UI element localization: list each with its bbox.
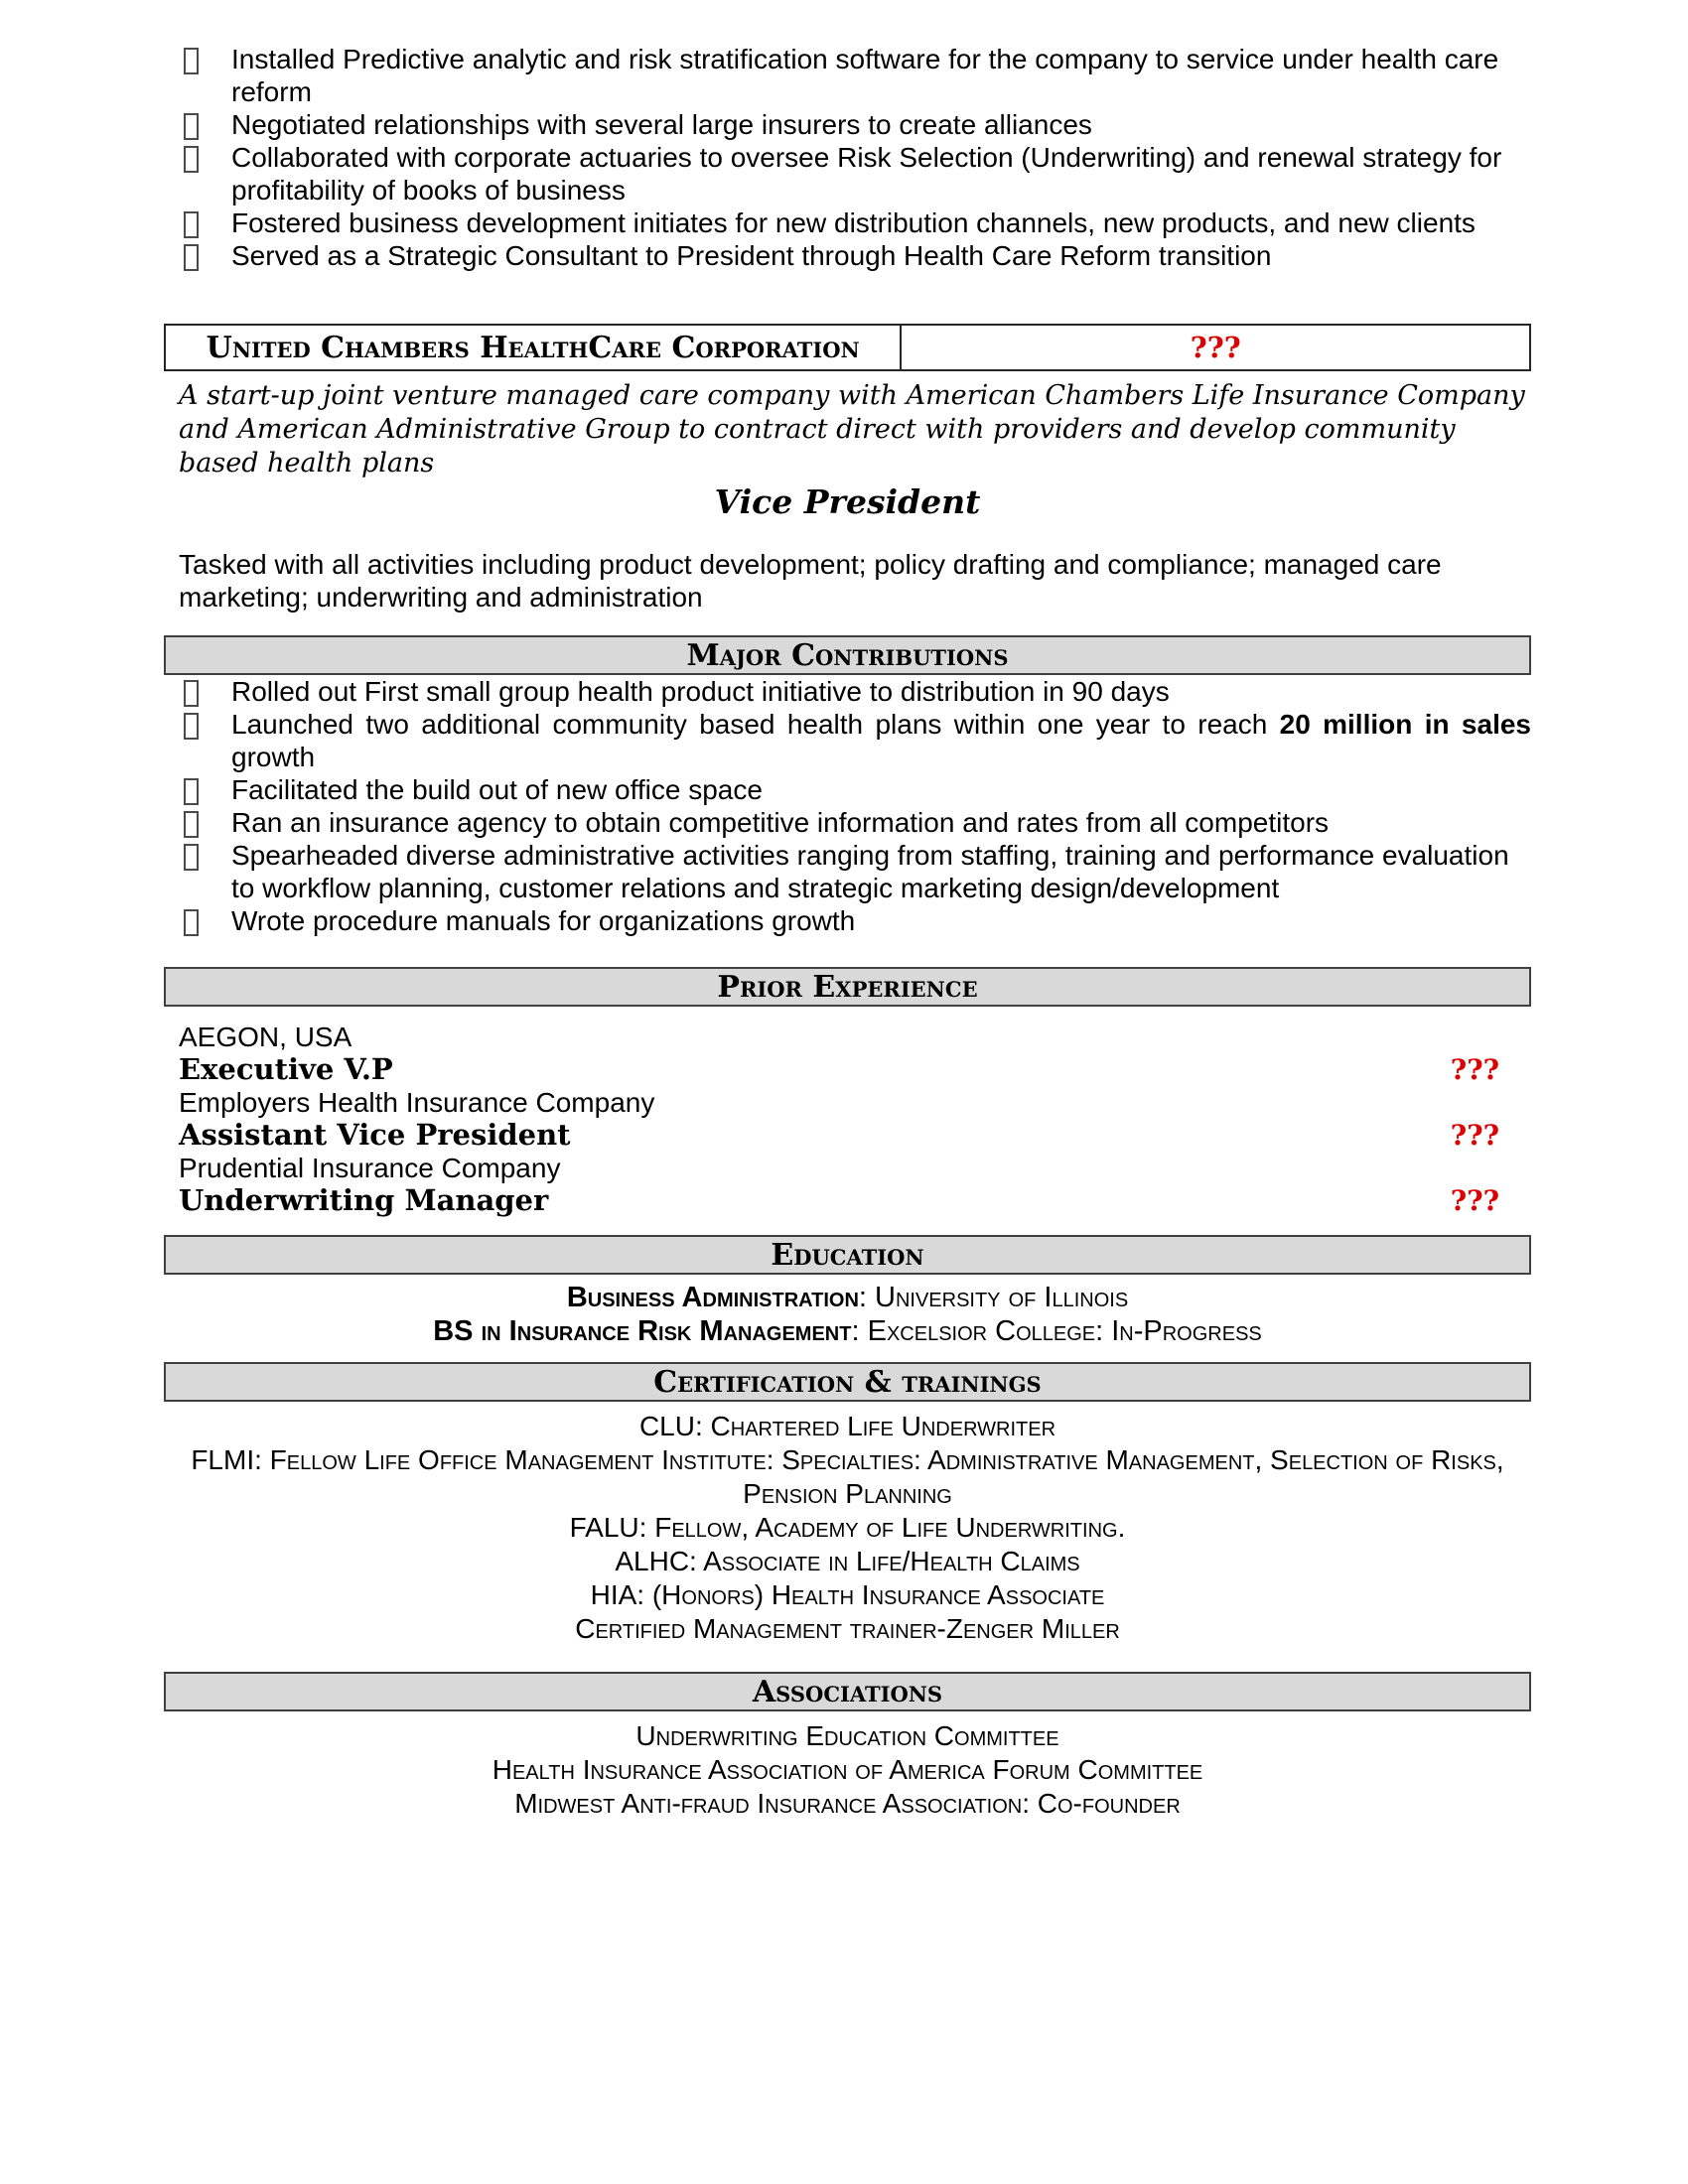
bullet-glyph-icon <box>184 211 199 238</box>
section-header-major-contributions: Major Contributions <box>164 635 1531 675</box>
prior-dates: ??? <box>1450 1119 1499 1152</box>
certification-line: FALU: Fellow, Academy of Life Underwriting. <box>569 1512 1126 1543</box>
bullet-glyph-icon <box>184 146 199 173</box>
prior-company: Employers Health Insurance Company <box>179 1087 655 1118</box>
certification-list <box>164 1410 1531 1646</box>
section-header-certification: Certification & trainings <box>164 1362 1531 1402</box>
contributions-bullet-list <box>164 675 1531 937</box>
prior-title-row <box>179 1184 1499 1217</box>
education-school: : University of Illinois <box>858 1282 1129 1313</box>
certification-line: ALHC: Associate in Life/Health Claims <box>615 1546 1080 1576</box>
bullet-text: Facilitated the build out of new office space <box>231 774 763 805</box>
education-school: : Excelsior College: In-Progress <box>851 1315 1262 1347</box>
prior-dates: ??? <box>1450 1184 1499 1217</box>
prior-title: Underwriting Manager <box>179 1183 549 1217</box>
prior-title-row <box>179 1119 1499 1152</box>
bullet-glyph-icon <box>184 113 199 140</box>
company-table-row <box>165 325 1530 370</box>
bullet-item <box>184 108 1531 141</box>
bullet-text: Wrote procedure manuals for organizations growth <box>231 905 856 936</box>
prior-dates: ??? <box>1450 1053 1499 1086</box>
company-description: A start-up joint venture managed care company with American Chambers Life Insurance Company and American Administrative Group to contract direct with providers and develop community based health plans <box>179 380 1525 478</box>
company-dates-cell: ??? <box>901 325 1530 370</box>
bullet-text: Ran an insurance agency to obtain competitive information and rates from all competitors <box>231 807 1330 838</box>
bullet-text: Rolled out First small group health product initiative to distribution in 90 days <box>231 676 1170 707</box>
bullet-item <box>184 141 1531 206</box>
section-header-associations: Associations <box>164 1672 1531 1711</box>
education-line <box>164 1314 1531 1348</box>
company-table <box>164 324 1531 371</box>
bullet-item <box>184 839 1531 904</box>
association-line: Underwriting Education Committee <box>635 1720 1059 1751</box>
bullet-item <box>184 773 1531 806</box>
prior-title: Executive V.P <box>179 1052 393 1086</box>
bullet-text: Launched two additional community based health plans within one year to reach <box>231 709 1280 740</box>
section-header-education: Education <box>164 1235 1531 1275</box>
bullet-item <box>184 904 1531 937</box>
bullet-item <box>184 239 1531 272</box>
education-degree: BS in Insurance Risk Management <box>433 1315 852 1347</box>
associations-list <box>164 1719 1531 1821</box>
bullet-glyph-icon <box>184 844 199 871</box>
prior-experience-list <box>164 1021 1531 1217</box>
bullet-text: Served as a Strategic Consultant to President through Health Care Reform transition <box>231 240 1272 271</box>
bullet-text: Negotiated relationships with several large insurers to create alliances <box>231 109 1092 140</box>
prior-title-row <box>179 1053 1499 1086</box>
bullet-text-bold: 20 million in sales <box>1279 709 1531 740</box>
bullet-glyph-icon <box>184 909 199 936</box>
section-header-prior-experience: Prior Experience <box>164 967 1531 1007</box>
prior-company: AEGON, USA <box>179 1022 352 1052</box>
bullet-item <box>184 43 1531 108</box>
bullet-glyph-icon <box>184 244 199 271</box>
prior-title: Assistant Vice President <box>179 1118 571 1152</box>
bullet-glyph-icon <box>184 680 199 707</box>
bullet-item <box>184 206 1531 239</box>
certification-line: Certified Management trainer-Zenger Miller <box>575 1613 1120 1644</box>
bullet-item <box>184 806 1531 839</box>
company-name-cell: United Chambers HealthCare Corporation <box>165 325 901 370</box>
bullet-glyph-icon <box>184 811 199 838</box>
role-title: Vice President <box>714 482 981 521</box>
bullet-text: Collaborated with corporate actuaries to oversee Risk Selection (Underwriting) and renewal strategy for profitability of books of business <box>231 142 1502 205</box>
bullet-glyph-icon <box>184 713 199 740</box>
association-line: Health Insurance Association of America Forum Committee <box>492 1754 1203 1785</box>
bullet-text: growth <box>231 742 316 772</box>
prior-company: Prudential Insurance Company <box>179 1153 561 1183</box>
education-list <box>164 1281 1531 1348</box>
bullet-glyph-icon <box>184 778 199 805</box>
bullet-text: Fostered business development initiates for new distribution channels, new products, and new clients <box>231 207 1476 238</box>
education-line <box>164 1281 1531 1314</box>
role-summary: Tasked with all activities including product development; policy drafting and compliance; managed care marketing; underwriting and administration <box>179 549 1442 613</box>
bullet-glyph-icon <box>184 48 199 74</box>
bullet-text: Installed Predictive analytic and risk stratification software for the company to service under health care reform <box>231 44 1499 107</box>
top-bullet-list <box>164 43 1531 272</box>
certification-line: HIA: (Honors) Health Insurance Associate <box>590 1579 1105 1610</box>
bullet-text: Spearheaded diverse administrative activities ranging from staffing, training and performance evaluation to workflow planning, customer relations and strategic marketing design/development <box>231 840 1509 903</box>
bullet-item <box>184 675 1531 708</box>
education-degree: Business Administration <box>566 1282 859 1313</box>
association-line: Midwest Anti-fraud Insurance Association: Co-founder <box>514 1788 1181 1819</box>
resume-content <box>164 0 1531 1821</box>
certification-line: FLMI: Fellow Life Office Management Institute: Specialties: Administrative Management, Selection of Risks, Pension Planning <box>191 1444 1504 1509</box>
bullet-item <box>184 708 1531 773</box>
certification-line: CLU: Chartered Life Underwriter <box>638 1411 1056 1441</box>
